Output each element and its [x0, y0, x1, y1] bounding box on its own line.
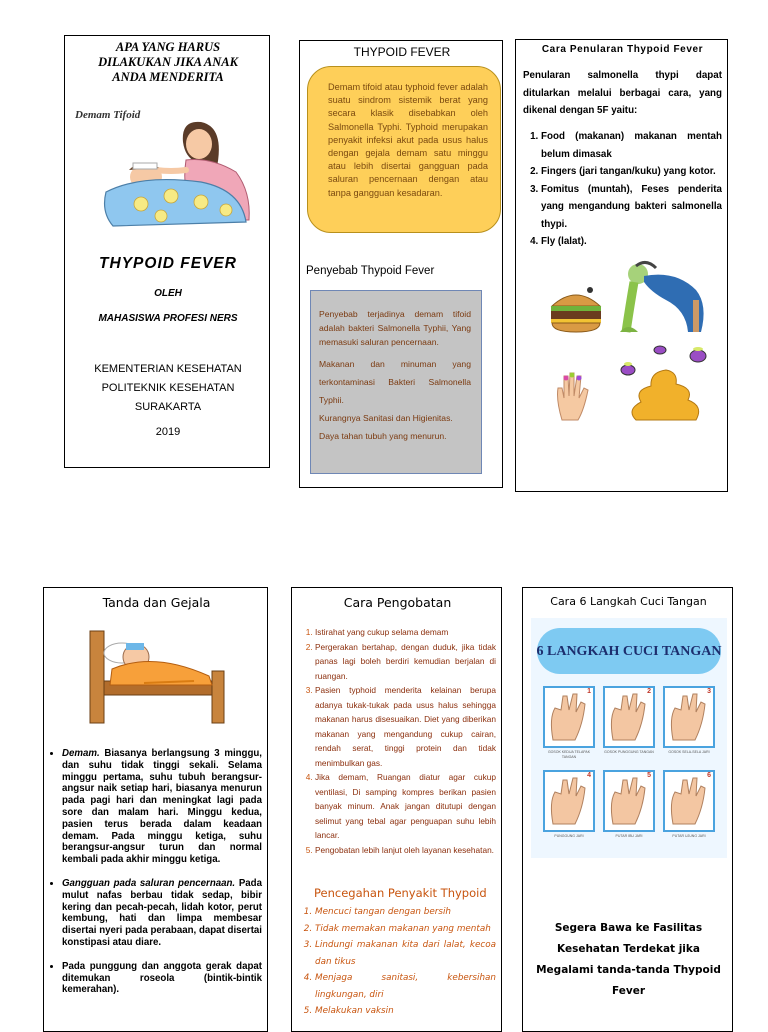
- handwash-poster: [531, 618, 727, 858]
- handwash-step-caption: GOSOK KEDUA TELAPAK TANGAN: [547, 750, 591, 759]
- cover-by: OLEH: [154, 288, 182, 299]
- treatment-list: [296, 625, 496, 857]
- symptom-item: [62, 878, 262, 949]
- transmission-item: 1. Food (makanan) makanan mentah belum dimasak: [541, 128, 722, 163]
- handwash-title: Cara 6 Langkah Cuci Tangan: [550, 595, 707, 608]
- treatment-item: Istirahat yang cukup selama demam: [315, 627, 449, 637]
- symptom-item: [62, 748, 262, 866]
- feces-flies-icon: [616, 340, 721, 430]
- sick-child-illustration: [101, 112, 261, 230]
- cover-title: THYPOID FEVER: [99, 255, 237, 272]
- handwash-step-image: [663, 770, 715, 832]
- prevention-item: 1. Mencuci tangan dengan bersih: [315, 904, 496, 921]
- symptom-item: [62, 961, 262, 996]
- symptoms-list: [50, 748, 262, 996]
- prevention-item: 5. Melakukan vaksin: [315, 1003, 496, 1020]
- treatment-item: Pergerakan bertahap, dengan duduk, jika tidak panas lagi boleh berdiri kemudian berjalan di ruangan.: [315, 641, 496, 681]
- symptom-text: Pada punggung dan anggota gerak dapat ditemukan roseola (bintik-bintik kemerahan).: [62, 960, 262, 996]
- prevention-item: 2. Tidak memakan makanan yang mentah: [315, 921, 496, 938]
- treatment-item: Jika demam, Ruangan diatur agar cukup ventilasi, Di samping kompres berikan pasien banyak minum. Anak jangan ditutupi dengan selimut yang tebal agar penguapan suhu lebih lancar.: [315, 772, 496, 840]
- treatment-title: Cara Pengobatan: [343, 595, 452, 610]
- transmission-title: Cara Penularan Thypoid Fever: [541, 44, 704, 55]
- cause-title: Penyebab Thypoid Fever: [306, 265, 435, 277]
- cause-item: Kurangnya Sanitasi dan Higienitas.: [319, 413, 453, 423]
- symptom-lead: Demam.: [62, 748, 100, 759]
- handwash-step-number: 3: [707, 688, 711, 695]
- transmission-list: [523, 128, 722, 251]
- definition-box: [307, 66, 501, 233]
- handwash-step-caption: PUNGGUNG JARI: [554, 834, 584, 838]
- cover-author: MAHASISWA PROFESI NERS: [98, 313, 238, 324]
- handwash-step-caption: GOSOK PUNGGUNG TANGAN: [604, 750, 654, 754]
- transmission-item: 4. Fly (lalat).: [541, 233, 722, 251]
- prevention-list: [296, 904, 496, 1020]
- cover-heading: APA YANG HARUS DILAKUKAN JIKA ANAK ANDA MENDERITA: [98, 40, 238, 84]
- transmission-panel: [515, 39, 728, 492]
- cause-item: Penyebab terjadinya demam tifoid adalah bakteri Salmonella Typhii, Yang memasuki saluran pencernaan.: [319, 309, 471, 347]
- cover-image-caption: Demam Tifoid: [75, 109, 141, 121]
- handwash-step-image: [543, 770, 595, 832]
- cover-year: 2019: [155, 426, 181, 438]
- symptoms-panel: [43, 587, 268, 1032]
- transmission-item: 3. Fomitus (muntah), Feses penderita yang mengandung bakteri salmonella thypi.: [541, 181, 722, 234]
- symptom-lead: Gangguan pada saluran pencernaan.: [62, 877, 236, 889]
- handwash-step-image: [543, 686, 595, 748]
- handwash-step-number: 2: [647, 688, 651, 695]
- handwash-step-caption: GOSOK SELA-SELA JARI: [668, 750, 710, 754]
- cause-box: [310, 290, 482, 474]
- handwash-step-image: [603, 770, 655, 832]
- cause-item: Daya tahan tubuh yang menurun.: [319, 431, 447, 441]
- prevention-item: 3. Lindungi makanan kita dari lalat, kecoa dan tikus: [315, 937, 496, 970]
- symptom-text: Pada mulut nafas berbau tidak sedap, bibir kering dan pecah-pecah, lidah kotor, perut kembung, hati dan limpa membesar disertai nyeri pada perabaan, dapat disertai konstipasi atau diare.: [62, 877, 262, 948]
- handwash-step-image: [603, 686, 655, 748]
- handwash-step-number: 1: [587, 688, 591, 695]
- handwash-step-image: [663, 686, 715, 748]
- handwash-step-number: 4: [587, 772, 591, 779]
- definition-title: THYPOID FEVER: [353, 45, 451, 59]
- definition-text: Demam tifoid atau typhoid fever adalah suatu sindrom sistemik berat yang secara klasik disebabkan oleh Salmonella Typhi. Typhoid merupakan penyakit infeksi akut pada usus halus dengan gejala demam satu minggu atau lebih disertai gangguan pada saluran pencernaan dengan atau tanpa gangguan kesadaran.: [328, 82, 488, 198]
- vomiting-person-icon: [616, 260, 716, 335]
- prevention-title: Pencegahan Penyakit Thypoid: [314, 886, 487, 900]
- handwash-step-caption: PUTAR UJUNG JARI: [672, 834, 706, 838]
- dirty-hand-icon: [552, 370, 592, 422]
- definition-panel: [299, 40, 503, 488]
- handwash-step-number: 6: [707, 772, 711, 779]
- transmission-intro: Penularan salmonella thypi dapat ditularkan melalui berbagai cara, yang dikenal dengan 5F yaitu:: [523, 70, 722, 116]
- symptoms-title: Tanda dan Gejala: [102, 595, 211, 610]
- transmission-item: 2. Fingers (jari tangan/kuku) yang kotor.: [541, 163, 722, 181]
- cover-panel: [64, 35, 270, 468]
- burger-icon: [546, 284, 606, 334]
- poster-title: 6 LANGKAH CUCI TANGAN: [536, 644, 722, 659]
- prevention-item: 4. Menjaga sanitasi, kebersihan lingkungan, diri: [315, 970, 496, 1003]
- treatment-item: Pasien typhoid menderita kelainan berupa adanya tukak-tukak pada usus halus sehingga makanan harus disesuaikan. Diet yang diberikan makanan yang mengandung cukup cairan, rendah serat, tinggi protein dan tidak menimbulkan gas.: [315, 685, 496, 768]
- treatment-panel: [291, 587, 502, 1032]
- symptom-text: Biasanya berlangsung 3 minggu, dan suhu tidak tinggi sekali. Selama minggu pertama, suhu tubuh berangsur-angsur naik setiap hari, biasanya menurun pada pagi hari dan meningkat lagi pada sore dan malam hari. Minggu kedua, pasien terus berada dalam keadaan demam. Pada minggu ketiga, suhu berangsur-angsur turun dan normal kembali pada akhir minggu ketiga.: [62, 748, 262, 866]
- handwash-footer: Segera Bawa ke Fasilitas Kesehatan Terdekat jika Megalami tanda-tanda Thypoid Fever: [536, 922, 721, 997]
- handwash-step-number: 5: [647, 772, 651, 779]
- handwash-panel: [522, 587, 733, 1032]
- treatment-item: Pengobatan lebih lanjut oleh layanan kesehatan.: [315, 844, 494, 855]
- sick-in-bed-illustration: [84, 621, 229, 731]
- handwash-step-caption: PUTAR IBU JARI: [615, 834, 643, 838]
- cover-institution: KEMENTERIAN KESEHATAN POLITEKNIK KESEHATAN SURAKARTA: [94, 363, 242, 413]
- cause-item: Makanan dan minuman yang terkontaminasi Bakteri Salmonella Typhii.: [319, 359, 471, 405]
